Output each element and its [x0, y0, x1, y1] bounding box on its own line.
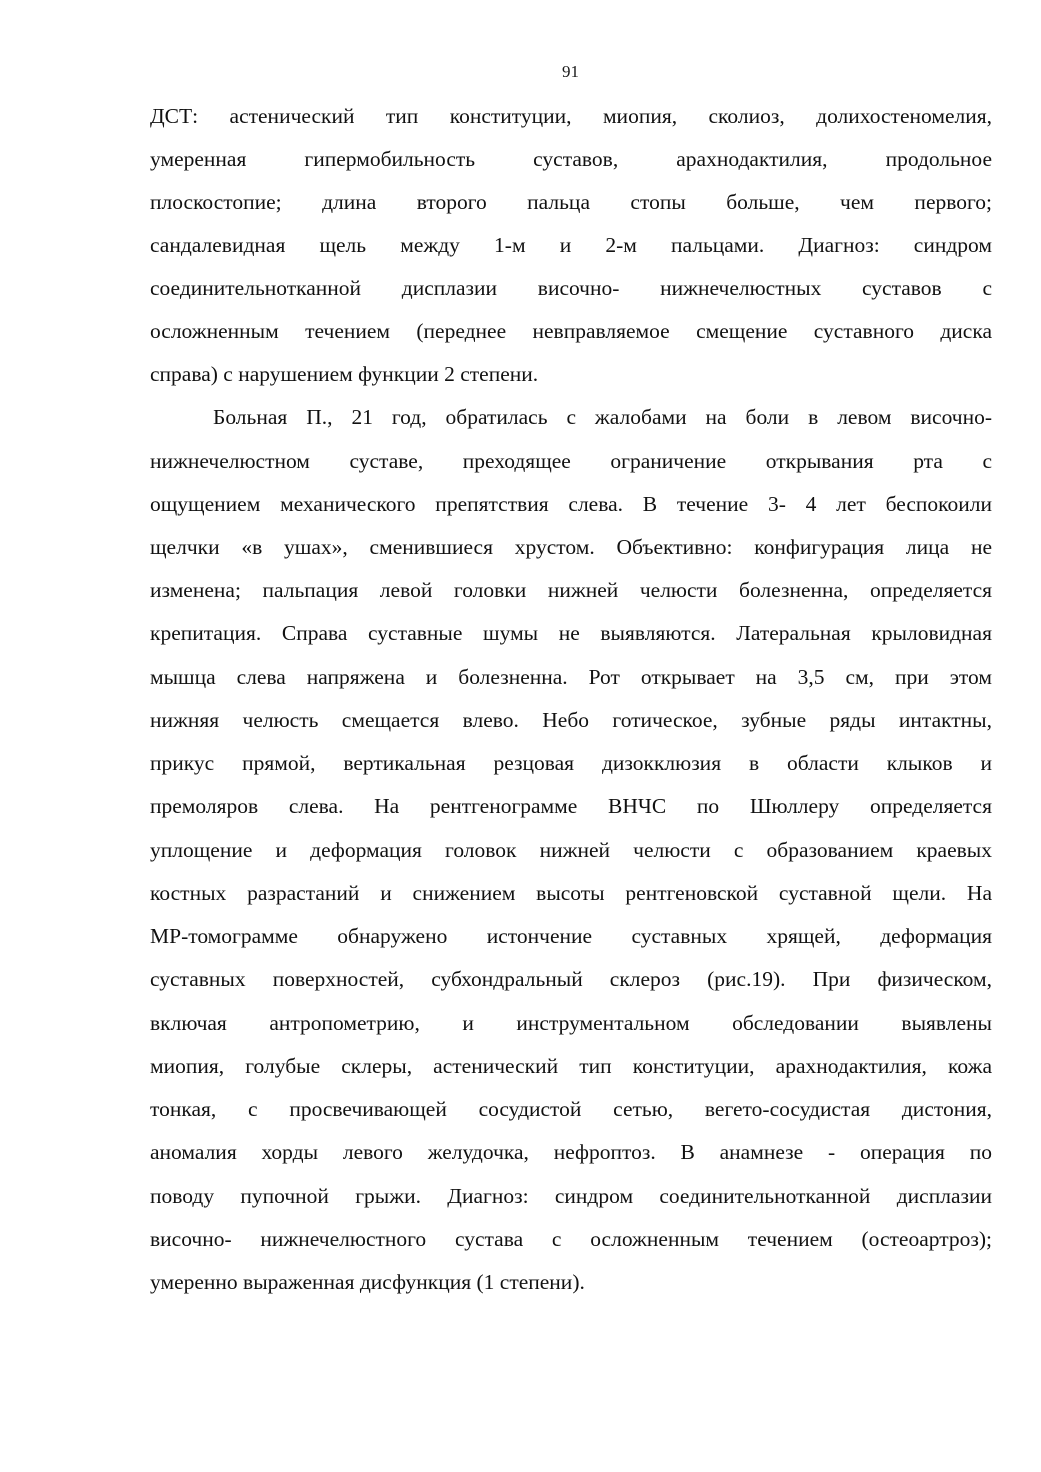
paragraph-2-line: крепитация. Справа суставные шумы не выявляются. Латеральная крыловидная [150, 621, 992, 645]
paragraph-1-line: ДСТ: астенический тип конституции, миопия, сколиоз, долихостеномелия, [150, 104, 992, 128]
page-number: 91 [562, 62, 579, 81]
paragraph-2-line: миопия, голубые склеры, астенический тип конституции, арахнодактилия, кожа [150, 1054, 992, 1078]
paragraph-2-line: изменена; пальпация левой головки нижней челюсти болезненна, определяется [150, 578, 992, 602]
paragraph-1-line: умеренная гипермобильность суставов, арахнодактилия, продольное [150, 147, 992, 171]
paragraph-2-line: уплощение и деформация головок нижней челюсти с образованием краевых [150, 838, 992, 862]
paragraph-2-line: костных разрастаний и снижением высоты рентгеновской суставной щели. На [150, 881, 992, 905]
paragraph-2-line: МР-томограмме обнаружено истончение суставных хрящей, деформация [150, 924, 992, 948]
paragraph-2-line: суставных поверхностей, субхондральный склероз (рис.19). При физическом, [150, 967, 992, 991]
paragraph-2-line: Больная П., 21 год, обратилась с жалобами на боли в левом височно- [213, 405, 992, 429]
paragraph-2-line: мышца слева напряжена и болезненна. Рот открывает на 3,5 см, при этом [150, 665, 992, 689]
paragraph-2-line: включая антропометрию, и инструментальном обследовании выявлены [150, 1011, 992, 1035]
paragraph-1-line: справа) с нарушением функции 2 степени. [150, 362, 539, 386]
paragraph-2-line: умеренно выраженная дисфункция (1 степени). [150, 1270, 585, 1294]
paragraph-2-line: нижняя челюсть смещается влево. Небо готическое, зубные ряды интактны, [150, 708, 992, 732]
paragraph-1-line: плоскостопие; длина второго пальца стопы больше, чем первого; [150, 190, 992, 214]
paragraph-1-line: сандалевидная щель между 1-м и 2-м пальцами. Диагноз: синдром [150, 233, 992, 257]
paragraph-1-line: осложненным течением (переднее невправляемое смещение суставного диска [150, 319, 992, 343]
paragraph-2-line: щелчки «в ушах», сменившиеся хрустом. Объективно: конфигурация лица не [150, 535, 992, 559]
paragraph-2-line: поводу пупочной грыжи. Диагноз: синдром соединительнотканной дисплазии [150, 1184, 992, 1208]
paragraph-1-line: соединительнотканной дисплазии височно- нижнечелюстных суставов с [150, 276, 992, 300]
paragraph-2-line: тонкая, с просвечивающей сосудистой сетью, вегето-сосудистая дистония, [150, 1097, 992, 1121]
paragraph-2-line: прикус прямой, вертикальная резцовая дизокклюзия в области клыков и [150, 751, 992, 775]
paragraph-2-line: височно- нижнечелюстного сустава с осложненным течением (остеоартроз); [150, 1227, 992, 1251]
paragraph-2-line: нижнечелюстном суставе, преходящее ограничение открывания рта с [150, 449, 992, 473]
paragraph-2-line: премоляров слева. На рентгенограмме ВНЧС по Шюллеру определяется [150, 794, 992, 818]
paragraph-2-line: ощущением механического препятствия слева. В течение 3- 4 лет беспокоили [150, 492, 992, 516]
paragraph-2-line: аномалия хорды левого желудочка, нефроптоз. В анамнезе - операция по [150, 1140, 992, 1164]
